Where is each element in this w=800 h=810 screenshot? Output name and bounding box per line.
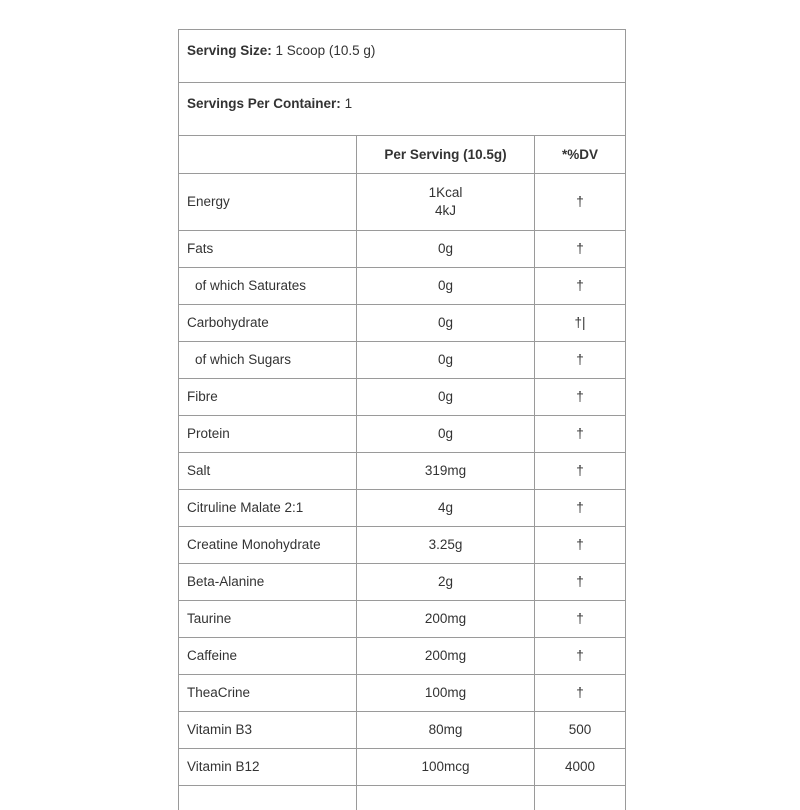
nutrient-amount: 0g: [357, 231, 535, 268]
table-row: [179, 268, 626, 305]
nutrient-amount: 200mg: [357, 638, 535, 675]
daily-value: †: [535, 231, 626, 268]
nutrient-amount: 0g: [357, 342, 535, 379]
nutrition-facts-table: [178, 29, 626, 810]
nutrient-name: Energy: [179, 174, 357, 231]
nutrient-amount: 100mcg: [357, 749, 535, 786]
daily-value: †: [535, 379, 626, 416]
servings-per-container-cell: [179, 83, 626, 136]
nutrient-name: Carbohydrate: [179, 305, 357, 342]
nutrient-amount: 0g: [357, 416, 535, 453]
daily-value: †: [535, 490, 626, 527]
serving-size-cell: [179, 30, 626, 83]
empty-cell: [535, 786, 626, 810]
nutrient-amount: 4g: [357, 490, 535, 527]
daily-value: †: [535, 675, 626, 712]
serving-size-label: Serving Size:: [187, 43, 272, 58]
table-row: [179, 490, 626, 527]
daily-value: †: [535, 638, 626, 675]
table-row: [179, 342, 626, 379]
header-per-serving: Per Serving (10.5g): [357, 136, 535, 174]
servings-per-container-value: 1: [344, 96, 353, 111]
nutrient-name: Vitamin B3: [179, 712, 357, 749]
table-row: [179, 712, 626, 749]
daily-value: †|: [535, 305, 626, 342]
table-row: [179, 601, 626, 638]
table-row: [179, 638, 626, 675]
table-row: [179, 231, 626, 268]
table-row: [179, 379, 626, 416]
nutrient-name: Fats: [179, 231, 357, 268]
table-row: [179, 749, 626, 786]
nutrient-name: Caffeine: [179, 638, 357, 675]
nutrient-amount: 2g: [357, 564, 535, 601]
nutrient-name: of which Sugars: [179, 342, 357, 379]
daily-value: †: [535, 453, 626, 490]
header-nutrient: [179, 136, 357, 174]
table-header-row: [179, 136, 626, 174]
nutrient-amount: 319mg: [357, 453, 535, 490]
servings-per-container-row: [179, 83, 626, 136]
nutrient-amount: 200mg: [357, 601, 535, 638]
nutrient-name: Fibre: [179, 379, 357, 416]
table-row: [179, 675, 626, 712]
nutrient-name: Citruline Malate 2:1: [179, 490, 357, 527]
table-row: [179, 416, 626, 453]
daily-value: 500: [535, 712, 626, 749]
nutrient-name: Taurine: [179, 601, 357, 638]
nutrient-amount: 80mg: [357, 712, 535, 749]
serving-size-value: 1 Scoop (10.5 g): [275, 43, 376, 58]
nutrient-amount: 0g: [357, 268, 535, 305]
nutrient-name: Protein: [179, 416, 357, 453]
nutrient-amount: [357, 174, 535, 231]
nutrition-table-container: [178, 29, 625, 810]
nutrient-amount: 100mg: [357, 675, 535, 712]
table-row: [179, 564, 626, 601]
nutrient-amount: 0g: [357, 305, 535, 342]
energy-kcal: 1Kcal: [428, 185, 463, 200]
nutrient-name: of which Saturates: [179, 268, 357, 305]
daily-value: 4000: [535, 749, 626, 786]
table-row: [179, 174, 626, 231]
daily-value: †: [535, 527, 626, 564]
serving-size-row: [179, 30, 626, 83]
table-row: [179, 527, 626, 564]
table-row-continuation: [179, 786, 626, 810]
nutrient-name: Beta-Alanine: [179, 564, 357, 601]
nutrient-name: TheaCrine: [179, 675, 357, 712]
nutrient-name: Salt: [179, 453, 357, 490]
nutrient-amount: 3.25g: [357, 527, 535, 564]
daily-value: †: [535, 416, 626, 453]
daily-value: †: [535, 601, 626, 638]
nutrient-amount: 0g: [357, 379, 535, 416]
header-daily-value: *%DV: [535, 136, 626, 174]
empty-cell: [179, 786, 357, 810]
empty-cell: [357, 786, 535, 810]
daily-value: †: [535, 268, 626, 305]
nutrient-name: Creatine Monohydrate: [179, 527, 357, 564]
table-row: [179, 305, 626, 342]
table-row: [179, 453, 626, 490]
servings-per-container-label: Servings Per Container:: [187, 96, 341, 111]
energy-kj: 4kJ: [434, 203, 456, 218]
nutrient-name: Vitamin B12: [179, 749, 357, 786]
daily-value: †: [535, 174, 626, 231]
daily-value: †: [535, 564, 626, 601]
daily-value: †: [535, 342, 626, 379]
